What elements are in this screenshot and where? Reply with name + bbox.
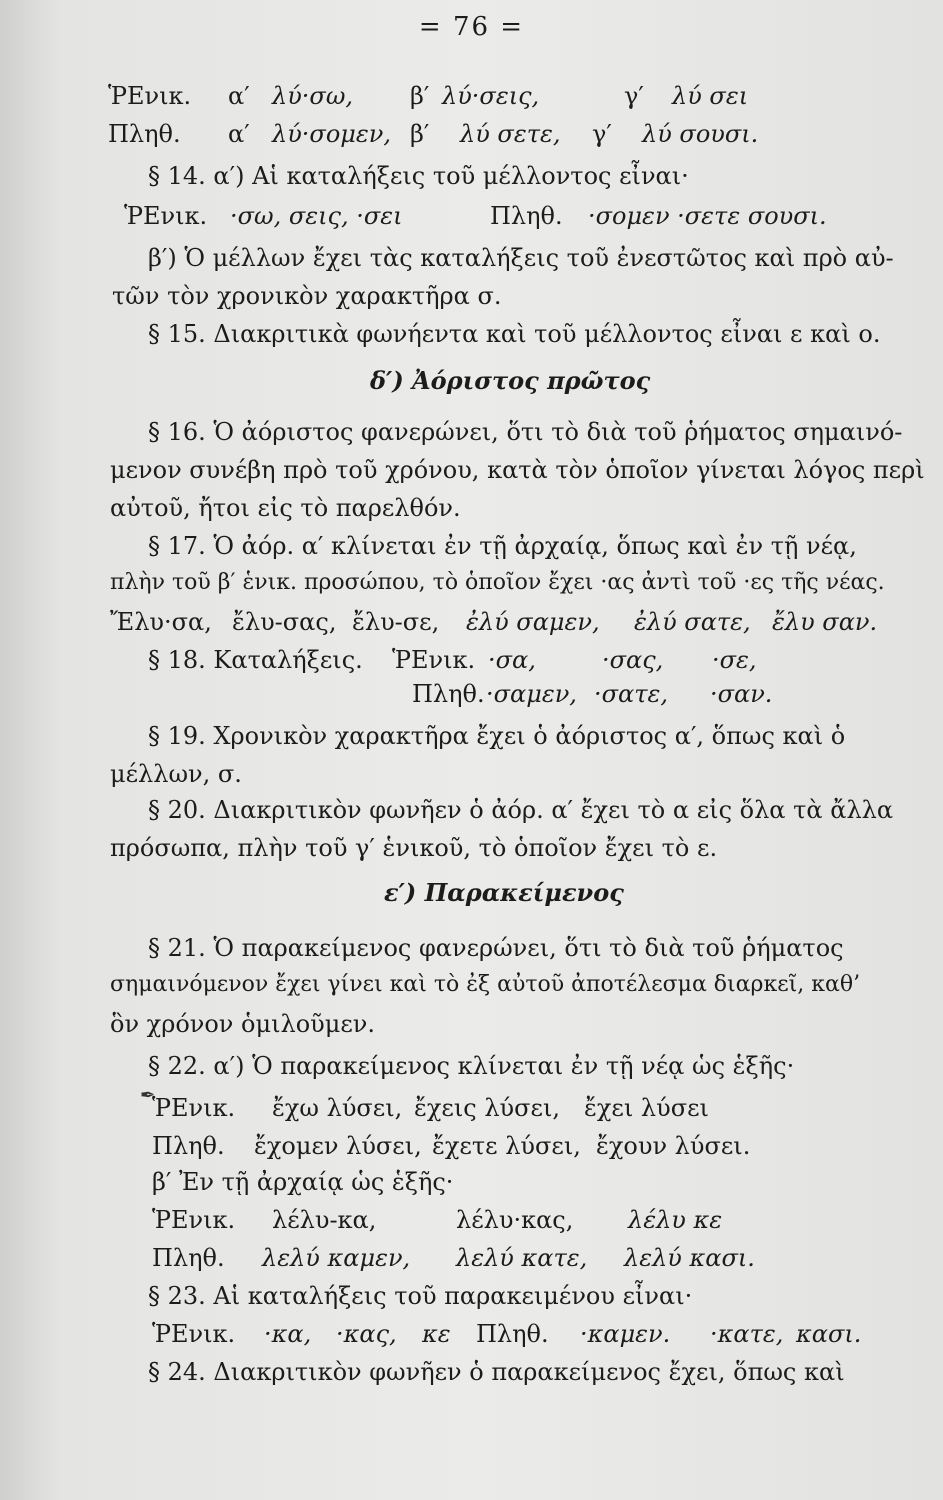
text-segment: λύ·σω, <box>272 82 354 110</box>
text-segment: § 20. Διακριτικὸν φωνῆεν ὁ ἀόρ. α′ ἔχει τὸ α εἰς ὅλα τὰ ἄλλα <box>148 796 894 824</box>
text-segment: α′ <box>228 82 250 110</box>
text-line <box>0 1320 943 1360</box>
text-segment: ῬΕνικ. <box>152 1094 236 1122</box>
text-segment: ·σας, <box>602 646 664 674</box>
text-segment: ·καμεν. <box>580 1320 671 1348</box>
section-heading-perfect <box>0 878 943 918</box>
text-segment: γ′ <box>624 82 644 110</box>
text-segment: ε′) Παρακείμενος <box>384 878 624 907</box>
text-segment: λέλυ·κας, <box>456 1206 574 1234</box>
text-segment: § 23. Αἱ καταλήξεις τοῦ παρακειμένου εἶναι· <box>148 1282 693 1310</box>
text-segment: γ′ <box>592 120 612 148</box>
page-number: = 76 = <box>418 12 525 42</box>
text-segment: § 17. Ὁ ἀόρ. α′ κλίνεται ἐν τῇ ἀρχαίᾳ, ὅπως καὶ ἐν τῇ νέᾳ, <box>148 532 857 560</box>
text-segment: λύ σουσι. <box>642 120 759 148</box>
text-segment: Πληθ. <box>152 1244 225 1272</box>
paragraph-19 <box>0 722 943 762</box>
text-line <box>0 1168 943 1208</box>
text-segment: Πληθ. <box>476 1320 549 1348</box>
text-segment: § 24. Διακριτικὸν φωνῆεν ὁ παρακείμενος ἔχει, ὅπως καὶ <box>148 1358 845 1386</box>
text-segment: σημαινόμενον ἔχει γίνει καὶ τὸ ἐξ αὐτοῦ ἀποτέλεσμα διαρκεῖ, καθ’ <box>110 972 861 997</box>
text-line <box>0 1244 943 1284</box>
text-segment: β′ <box>410 82 430 110</box>
paragraph-17 <box>0 532 943 572</box>
text-line <box>0 608 943 648</box>
text-segment: δ′) Ἀόριστος πρῶτος <box>370 366 651 395</box>
text-line <box>0 972 943 1012</box>
text-segment: λέλυ-κα, <box>272 1206 377 1234</box>
paragraph-20 <box>0 796 943 836</box>
text-segment: πρόσωπα, πλὴν τοῦ γ′ ἑνικοῦ, τὸ ὁποῖον ἔχει τὸ ε. <box>110 834 718 862</box>
text-line <box>0 680 943 720</box>
text-segment: § 15. Διακριτικὰ φωνήεντα καὶ τοῦ μέλλοντος εἶναι ε καὶ ο. <box>148 320 881 348</box>
text-line <box>0 834 943 874</box>
text-segment: πλὴν τοῦ β′ ἑνικ. προσώπου, τὸ ὁποῖον ἔχει ·ας ἀντὶ τοῦ ·ες τῆς νέας. <box>110 570 885 595</box>
text-segment: λέλυ κε <box>628 1206 723 1234</box>
text-segment: ῬΕνικ. <box>124 202 208 230</box>
text-segment: ἔχει λύσει <box>584 1094 709 1122</box>
text-line <box>0 760 943 800</box>
text-segment: λύ·σεις, <box>442 82 540 110</box>
text-segment: λύ σει <box>672 82 749 110</box>
text-segment: § 16. Ὁ ἀόριστος φανερώνει, ὅτι τὸ διὰ τοῦ ῥήματος σημαινό- <box>148 418 903 446</box>
text-segment: β′) Ὁ μέλλων ἔχει τὰς καταλήξεις τοῦ ἐνεστῶτος καὶ πρὸ αὐ- <box>148 244 894 272</box>
text-segment: ·σα, <box>488 646 536 674</box>
text-segment: § 22. α′) Ὁ παρακείμενος κλίνεται ἐν τῇ νέᾳ ὡς ἑξῆς· <box>148 1052 795 1080</box>
text-segment: § 14. α′) Αἱ καταλήξεις τοῦ μέλλοντος εἶναι· <box>148 162 689 190</box>
text-segment: ἔχω λύσει, <box>272 1094 403 1122</box>
text-line <box>0 570 943 610</box>
text-segment: Πληθ. <box>152 1132 225 1160</box>
text-segment: Πληθ. <box>412 680 485 708</box>
text-line <box>0 282 943 322</box>
text-segment: ἔχομεν λύσει, <box>254 1132 422 1160</box>
text-segment: ·κα, <box>264 1320 312 1348</box>
paragraph-21 <box>0 934 943 974</box>
text-segment: ·σαν. <box>710 680 773 708</box>
text-segment: ·σαμεν, <box>486 680 577 708</box>
text-segment: ·κας, <box>336 1320 397 1348</box>
text-segment: ·κατε, <box>710 1320 784 1348</box>
text-segment: ἔχεις λύσει, <box>414 1094 560 1122</box>
text-segment: μενον συνέβη πρὸ τοῦ χρόνου, κατὰ τὸν ὁποῖον γίνεται λόγος περὶ <box>110 456 925 484</box>
paragraph-16 <box>0 418 943 458</box>
text-segment: ἔλυ-σε, <box>352 608 440 636</box>
text-segment: ἔχετε λύσει, <box>432 1132 581 1160</box>
text-line <box>0 1094 943 1134</box>
text-segment: ῬΕνικ. <box>152 1206 236 1234</box>
text-segment: κε <box>422 1320 451 1348</box>
text-segment: β′ <box>410 120 430 148</box>
text-segment: ἔχουν λύσει. <box>596 1132 751 1160</box>
text-segment: λύ σετε, <box>460 120 561 148</box>
text-segment: ἔλυ σαν. <box>772 608 878 636</box>
text-segment: ἐλύ σαμεν, <box>466 608 600 636</box>
text-segment: Ἔλυ·σα, <box>110 608 212 636</box>
text-segment: λελύ κασι. <box>624 1244 755 1272</box>
text-segment: τῶν τὸν χρονικὸν χαρακτῆρα σ. <box>112 282 502 310</box>
text-segment: ·σατε, <box>594 680 669 708</box>
text-segment: Πληθ. <box>108 120 181 148</box>
text-segment: λύ·σομεν, <box>272 120 391 148</box>
text-line <box>0 120 943 160</box>
text-segment: ·σε, <box>712 646 757 674</box>
text-segment: λελύ καμεν, <box>262 1244 411 1272</box>
text-segment: β′ Ἐν τῇ ἀρχαίᾳ ὡς ἑξῆς· <box>152 1168 454 1196</box>
text-segment: Πληθ. <box>490 202 563 230</box>
text-segment: αὐτοῦ, ἤτοι εἰς τὸ παρελθόν. <box>110 494 461 522</box>
text-segment: § 19. Χρονικὸν χαρακτῆρα ἔχει ὁ ἀόριστος α′, ὅπως καὶ ὁ <box>148 722 846 750</box>
text-segment: ἐλύ σατε, <box>634 608 751 636</box>
paragraph-23 <box>0 1282 943 1322</box>
text-segment: § 18. Καταλήξεις. <box>148 646 363 674</box>
text-line <box>0 202 943 242</box>
text-segment: § 21. Ὁ παρακείμενος φανερώνει, ὅτι τὸ διὰ τοῦ ῥήματος <box>148 934 844 962</box>
paragraph-14 <box>0 162 943 202</box>
text-segment: ὃν χρόνον ὁμιλοῦμεν. <box>110 1010 375 1038</box>
text-segment: ἔλυ-σας, <box>232 608 337 636</box>
section-heading-aorist <box>0 366 943 406</box>
text-segment: μέλλων, σ. <box>110 760 242 788</box>
paragraph-24 <box>0 1358 943 1398</box>
text-segment: λελύ κατε, <box>456 1244 588 1272</box>
text-segment: ῬΕνικ. <box>152 1320 236 1348</box>
text-segment: ·σω, σεις, ·σει <box>230 202 403 230</box>
text-segment: ·σομεν ·σετε σουσι. <box>588 202 827 230</box>
paragraph-15 <box>0 320 943 360</box>
text-line <box>0 82 943 122</box>
ink-mark-icon: ✒ <box>140 1085 156 1106</box>
text-line <box>0 1206 943 1246</box>
text-line <box>0 244 943 284</box>
text-segment: ῬΕνικ. <box>108 82 192 110</box>
text-line <box>0 456 943 496</box>
text-segment: κασι. <box>796 1320 862 1348</box>
text-segment: α′ <box>228 120 250 148</box>
text-line <box>0 494 943 534</box>
text-segment: ῬΕνικ. <box>392 646 476 674</box>
text-line <box>0 1132 943 1172</box>
text-line <box>0 1010 943 1050</box>
